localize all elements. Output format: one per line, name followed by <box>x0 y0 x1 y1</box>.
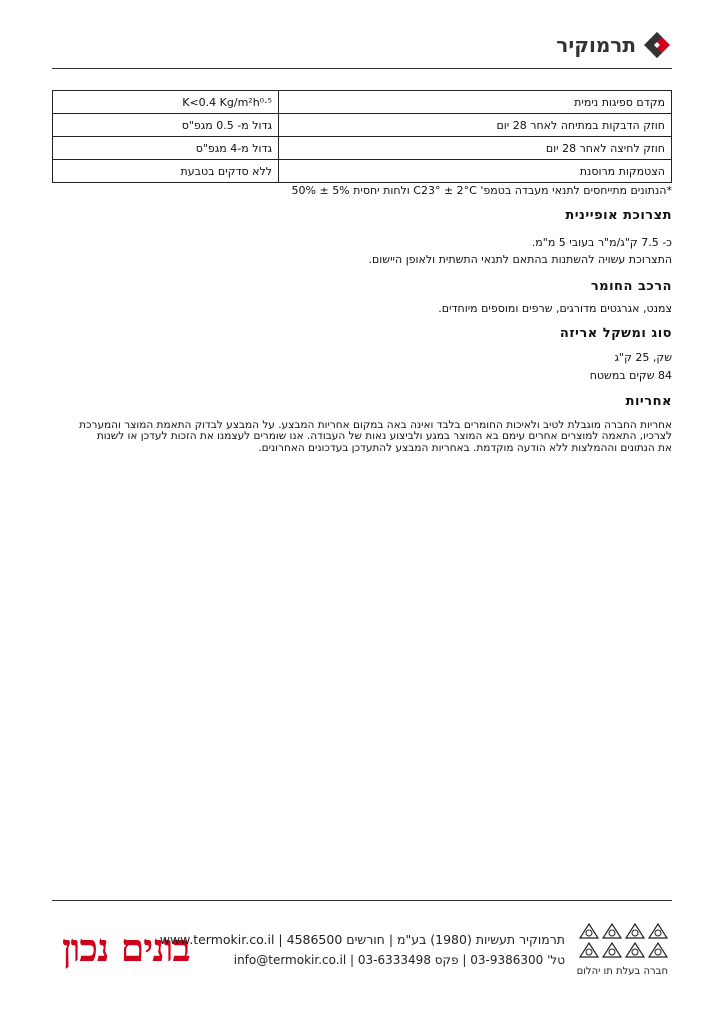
spec-value: גדול מ-4 מגפ"ס <box>53 137 279 160</box>
table-row <box>53 114 672 137</box>
certification-caption: חברה בעלת תו יהלום <box>576 966 668 977</box>
standard-mark-icon <box>647 922 668 939</box>
warranty-line-1: אחריות החברה מוגבלת לטיב ולאיכות החומרים בלבד ואינה באה במקום אחריות המבצע. על המבצע לבדוק התאמת המוצר והמערכת <box>79 419 672 431</box>
brand-logo <box>556 28 672 62</box>
spec-value: ללא סדקים בטבעת <box>53 160 279 183</box>
warranty-line-2: לצרכיו, התאמה למוצרים אחרים עימם בא המוצר במגע ולביצוע נאות של העבודה. אנו שומרים לעצמנו את הזכות לעדכן או לשנות <box>96 430 672 442</box>
certification-icons <box>578 922 668 958</box>
footer-contact <box>159 930 565 970</box>
standard-mark-icon <box>601 922 622 939</box>
footer-company-line: תרמוקיר תעשיות (1980) בע"מ | חורשים 4586500 | www.termokir.co.il <box>159 932 565 947</box>
footer-divider <box>52 900 672 901</box>
standard-mark-icon <box>601 941 622 958</box>
warranty-line-3: את הנתונים וההמלצות ללא הודעה מוקדמת. באחריות המבצע להתעדכן בעדכונים האחרונים. <box>258 442 672 454</box>
standard-mark-icon <box>578 922 599 939</box>
table-row <box>53 91 672 114</box>
composition-line-1: צמנט, אגרגטים מדורגים, שרפים ומוספים מיוחדים. <box>438 302 672 315</box>
header-divider <box>52 68 672 69</box>
spec-label: הצטמקות מרוסנת <box>279 160 672 183</box>
standard-mark-icon <box>578 941 599 958</box>
specs-table <box>52 90 672 183</box>
brand-name: תרמוקיר <box>556 33 636 57</box>
packaging-line-1: שק, 25 ק"ג <box>614 351 672 364</box>
spec-value: גדול מ- 0.5 מגפ"ס <box>53 114 279 137</box>
footer-slogan: בונים נכון <box>62 925 190 970</box>
standard-mark-icon <box>624 941 645 958</box>
table-row <box>53 137 672 160</box>
spec-value: K<0.4 Kg/m²h⁰·⁵ <box>53 91 279 114</box>
footer-phone-line: טל' 03-9386300 | פקס 03-6333498 | info@termokir.co.il <box>233 953 565 967</box>
consumption-line-2: התצרוכת עשויה להשתנות בהתאם לתנאי התשתית ולאופן היישום. <box>368 253 672 266</box>
spec-label: מקדם ספיגות נימית <box>279 91 672 114</box>
standard-mark-icon <box>624 922 645 939</box>
consumption-heading: תצרוכת אופיינית <box>565 208 672 223</box>
spec-label: חוזק הדבקות במתיחה לאחר 28 יום <box>279 114 672 137</box>
table-row <box>53 160 672 183</box>
consumption-line-1: כ- 7.5 ק"ג/מ"ר בעובי 5 מ"מ. <box>531 236 672 249</box>
spec-label: חוזק לחיצה לאחר 28 יום <box>279 137 672 160</box>
packaging-line-2: 84 שקים במשטח <box>589 369 672 382</box>
termokir-logo-icon <box>642 30 672 60</box>
table-footnote: *הנתונים מתייחסים לתנאי מעבדה בטמפ' C23° ± 2°C ולחות יחסית 5% ± 50% <box>291 184 672 197</box>
packaging-heading: סוג ומשקל אריזה <box>559 326 672 341</box>
standard-mark-icon <box>647 941 668 958</box>
warranty-heading: אחריות <box>625 394 672 409</box>
composition-heading: הרכב החומר <box>590 279 672 294</box>
